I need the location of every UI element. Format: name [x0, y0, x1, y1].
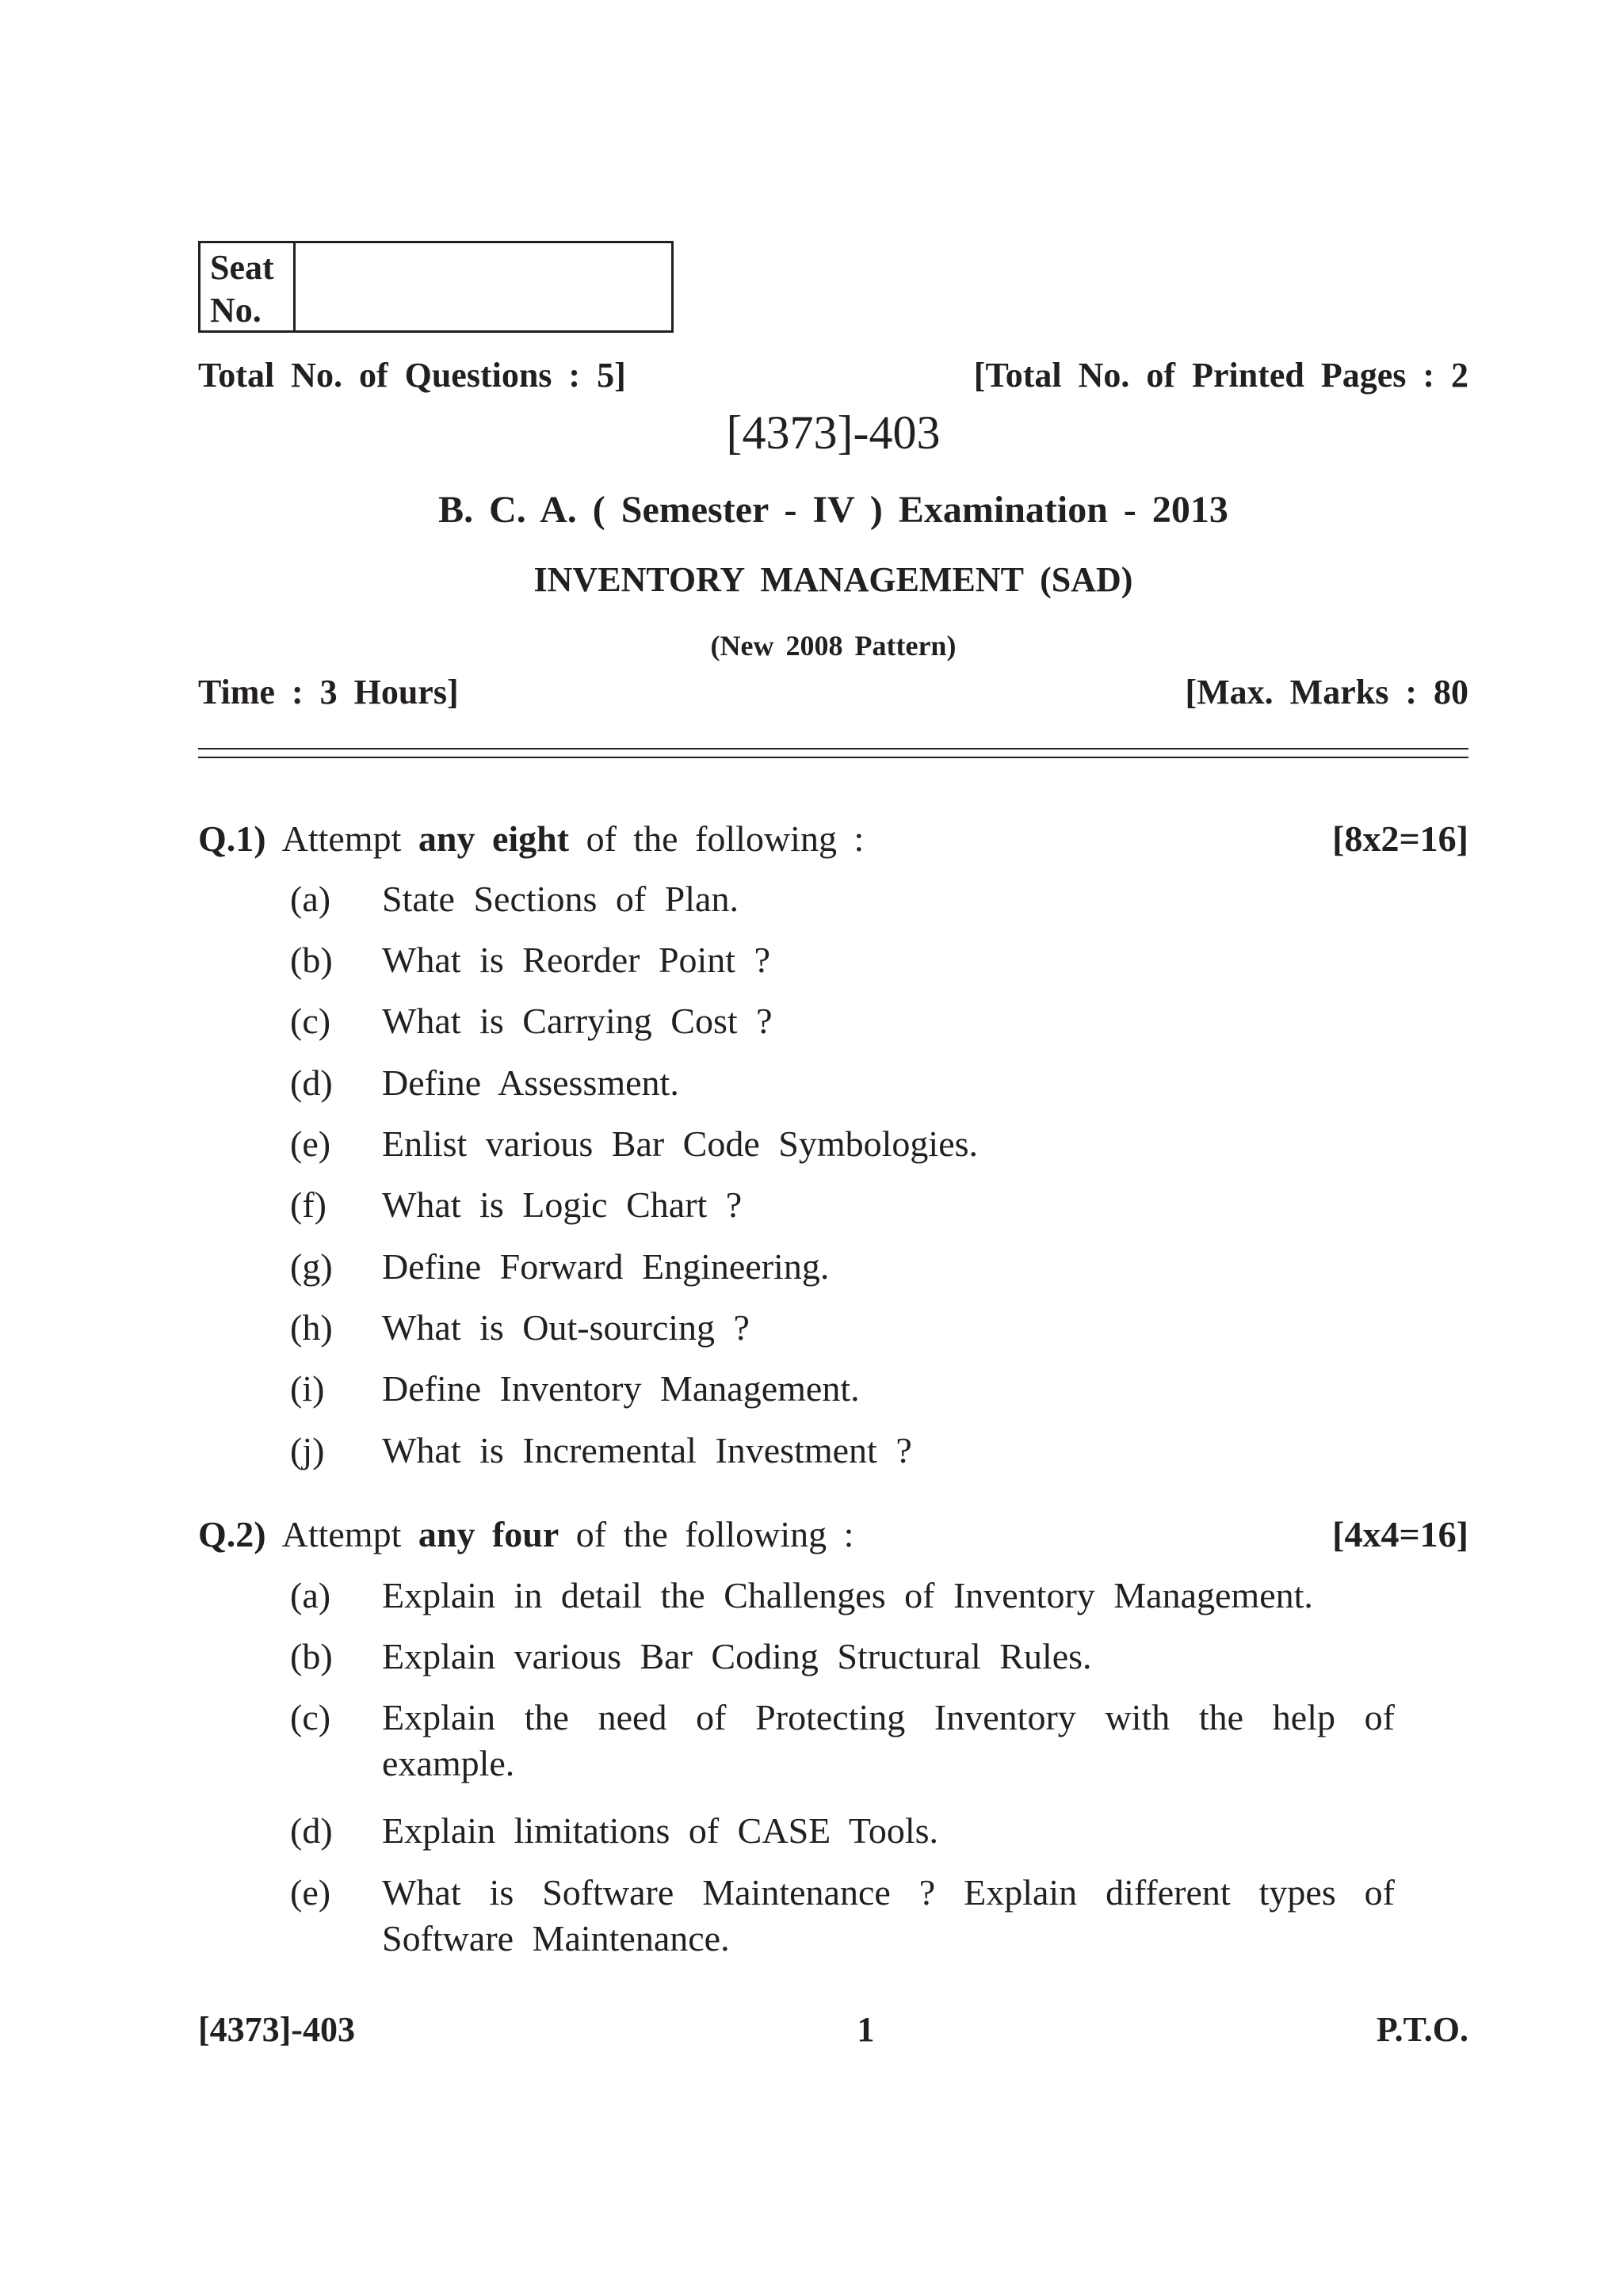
question-2-number: Q.2) — [198, 1514, 266, 1554]
list-item — [290, 1244, 1400, 1290]
item-text: Explain the need of Protecting Inventory with the help of example. — [382, 1697, 1395, 1783]
question-2-emphasis: any four — [418, 1514, 559, 1554]
list-item — [290, 1182, 1400, 1228]
list-item — [290, 1121, 1400, 1167]
pattern-note: (New 2008 Pattern) — [710, 630, 957, 662]
total-pages: [Total No. of Printed Pages : 2 — [973, 356, 1468, 395]
item-text: What is Carrying Cost ? — [382, 1001, 773, 1041]
item-label: (a) — [290, 879, 331, 919]
header-counts — [198, 355, 1468, 395]
question-2-header — [198, 1513, 1468, 1555]
question-1-header — [198, 818, 1468, 860]
list-item — [290, 1634, 1400, 1680]
question-2-marks: [4x4=16] — [1332, 1514, 1468, 1554]
item-label: (b) — [290, 1636, 333, 1676]
divider-rule-bottom — [198, 757, 1468, 758]
list-item — [290, 998, 1400, 1044]
item-label: (f) — [290, 1184, 327, 1225]
page-footer — [198, 2009, 1468, 2050]
item-label: (h) — [290, 1307, 333, 1348]
divider-rule-top — [198, 748, 1468, 749]
list-item — [290, 1808, 1400, 1854]
item-text: Define Inventory Management. — [382, 1368, 860, 1409]
question-1-instruction — [198, 818, 864, 860]
list-item — [290, 1428, 1400, 1474]
question-2-text-pre: Attempt — [281, 1514, 402, 1554]
footer-page-number: 1 — [857, 2010, 875, 2049]
seat-label-line2: No. — [210, 291, 262, 330]
question-1-marks: [8x2=16] — [1332, 818, 1468, 859]
item-label: (e) — [290, 1872, 331, 1913]
item-text: What is Logic Chart ? — [382, 1184, 743, 1225]
item-label: (d) — [290, 1062, 333, 1103]
seat-number-field — [296, 243, 671, 330]
question-1-text-pre: Attempt — [281, 818, 402, 859]
item-text: Explain in detail the Challenges of Inventory Management. — [382, 1575, 1313, 1615]
list-item — [290, 1060, 1400, 1106]
item-text: What is Incremental Investment ? — [382, 1430, 912, 1470]
item-label: (c) — [290, 1697, 331, 1737]
total-questions: Total No. of Questions : 5] — [198, 356, 626, 395]
header-time-marks — [198, 672, 1468, 712]
list-item — [290, 1573, 1400, 1619]
list-item — [290, 876, 1400, 922]
item-text: Define Assessment. — [382, 1062, 679, 1103]
item-text: Define Forward Engineering. — [382, 1246, 830, 1287]
list-item — [290, 937, 1400, 983]
list-item — [290, 1305, 1400, 1351]
item-text: Explain limitations of CASE Tools. — [382, 1810, 938, 1851]
seat-label-line1: Seat — [210, 248, 274, 287]
max-marks: [Max. Marks : 80 — [1185, 673, 1468, 711]
question-1-text-post: of the following : — [586, 818, 865, 859]
item-label: (g) — [290, 1246, 333, 1287]
item-text: What is Software Maintenance ? Explain different types of Software Maintenance. — [382, 1872, 1395, 1958]
question-2-text-post: of the following : — [575, 1514, 854, 1554]
question-1-number: Q.1) — [198, 818, 266, 859]
list-item — [290, 1695, 1395, 1787]
list-item — [290, 1870, 1395, 1962]
item-text: What is Reorder Point ? — [382, 940, 771, 980]
seat-number-box — [198, 241, 674, 333]
item-label: (e) — [290, 1123, 331, 1164]
footer-paper-code: [4373]-403 — [198, 2010, 355, 2049]
question-2-instruction — [198, 1513, 854, 1555]
item-label: (a) — [290, 1575, 331, 1615]
footer-pto: P.T.O. — [1376, 2010, 1468, 2049]
paper-code: [4373]-403 — [726, 406, 941, 459]
item-label: (j) — [290, 1430, 325, 1470]
item-label: (b) — [290, 940, 333, 980]
item-text: What is Out-sourcing ? — [382, 1307, 750, 1348]
list-item — [290, 1366, 1400, 1412]
item-label: (c) — [290, 1001, 331, 1041]
item-text: State Sections of Plan. — [382, 879, 739, 919]
time-allowed: Time : 3 Hours] — [198, 673, 459, 711]
exam-title: B. C. A. ( Semester - IV ) Examination - 2013 — [438, 489, 1228, 531]
seat-number-label — [200, 243, 296, 330]
question-1-emphasis: any eight — [418, 818, 570, 859]
item-text: Explain various Bar Coding Structural Rules. — [382, 1636, 1092, 1676]
item-label: (d) — [290, 1810, 333, 1851]
subject-title: INVENTORY MANAGEMENT (SAD) — [533, 560, 1133, 599]
item-label: (i) — [290, 1368, 325, 1409]
item-text: Enlist various Bar Code Symbologies. — [382, 1123, 979, 1164]
